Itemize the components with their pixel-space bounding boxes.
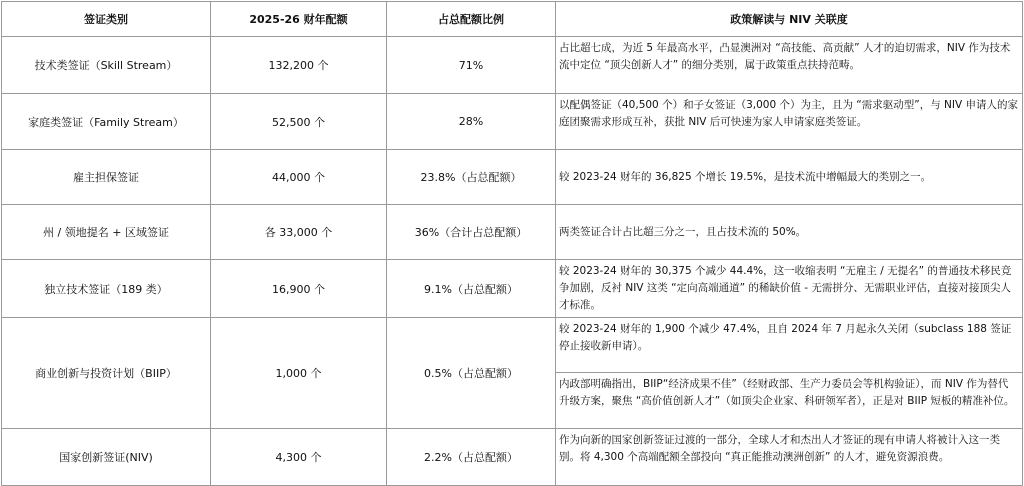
cell-category: 州 / 领地提名 + 区域签证 [2, 205, 211, 260]
table-header-row [2, 2, 1023, 37]
cell-quota: 44,000 个 [211, 150, 387, 205]
visa-quota-table [1, 1, 1023, 486]
cell-policy-note: 较 2023-24 财年的 36,825 个增长 19.5%，是技术流中增幅最大的类别之一。 [556, 150, 1023, 205]
header-policy-notes: 政策解读与 NIV 关联度 [556, 2, 1023, 37]
table-row [2, 260, 1023, 318]
table-row [2, 94, 1023, 150]
cell-category: 国家创新签证(NIV) [2, 429, 211, 486]
cell-share: 9.1%（占总配额） [387, 260, 556, 318]
cell-quota: 1,000 个 [211, 318, 387, 429]
table-row [2, 429, 1023, 486]
cell-quota: 4,300 个 [211, 429, 387, 486]
cell-share: 0.5%（占总配额） [387, 318, 556, 429]
cell-policy-note: 内政部明确指出，BIIP“经济成果不佳”（经财政部、生产力委员会等机构验证），而 NIV 作为替代升级方案，聚焦 “高价值创新人才”（如顶尖企业家、科研领军者），正是对 BIIP 短板的精准补位。 [556, 373, 1023, 429]
cell-policy-note: 占比超七成，为近 5 年最高水平，凸显澳洲对 “高技能、高贡献” 人才的迫切需求，NIV 作为技术流中定位 “顶尖创新人才” 的细分类别，属于政策重点扶持范畴。 [556, 37, 1023, 94]
cell-share: 28% [387, 94, 556, 150]
cell-quota: 132,200 个 [211, 37, 387, 94]
cell-policy-note: 作为向新的国家创新签证过渡的一部分，全球人才和杰出人才签证的现有申请人将被计入这一类别。将 4,300 个高端配额全部投向 “真正能推动澳洲创新” 的人才，避免资源浪费。 [556, 429, 1023, 486]
cell-policy-note: 较 2023-24 财年的 1,900 个减少 47.4%，且自 2024 年 7 月起永久关闭（subclass 188 签证停止接收新申请）。 [556, 318, 1023, 373]
cell-share: 23.8%（占总配额） [387, 150, 556, 205]
cell-quota: 52,500 个 [211, 94, 387, 150]
table-row [2, 205, 1023, 260]
cell-quota: 各 33,000 个 [211, 205, 387, 260]
cell-policy-note: 以配偶签证（40,500 个）和子女签证（3,000 个）为主，且为 “需求驱动型”，与 NIV 申请人的家庭团聚需求形成互补，获批 NIV 后可快速为家人申请家庭类签证。 [556, 94, 1023, 150]
table-row [2, 318, 1023, 373]
cell-policy-note: 两类签证合计占比超三分之一，且占技术流的 50%。 [556, 205, 1023, 260]
cell-category: 家庭类签证（Family Stream） [2, 94, 211, 150]
header-quota: 2025-26 财年配额 [211, 2, 387, 37]
cell-share: 2.2%（占总配额） [387, 429, 556, 486]
cell-category: 独立技术签证（189 类） [2, 260, 211, 318]
cell-category: 雇主担保签证 [2, 150, 211, 205]
header-share: 占总配额比例 [387, 2, 556, 37]
table-row [2, 37, 1023, 94]
cell-policy-note: 较 2023-24 财年的 30,375 个减少 44.4%，这一收缩表明 “无雇主 / 无提名” 的普通技术移民竞争加剧，反衬 NIV 这类 “定向高端通道” 的稀缺价值 - 无需拼分、无需职业评估，直接对接顶尖人才标准。 [556, 260, 1023, 318]
header-category: 签证类别 [2, 2, 211, 37]
cell-quota: 16,900 个 [211, 260, 387, 318]
cell-share: 71% [387, 37, 556, 94]
cell-category: 商业创新与投资计划（BIIP） [2, 318, 211, 429]
cell-share: 36%（合计占总配额） [387, 205, 556, 260]
table-row [2, 150, 1023, 205]
cell-category: 技术类签证（Skill Stream） [2, 37, 211, 94]
